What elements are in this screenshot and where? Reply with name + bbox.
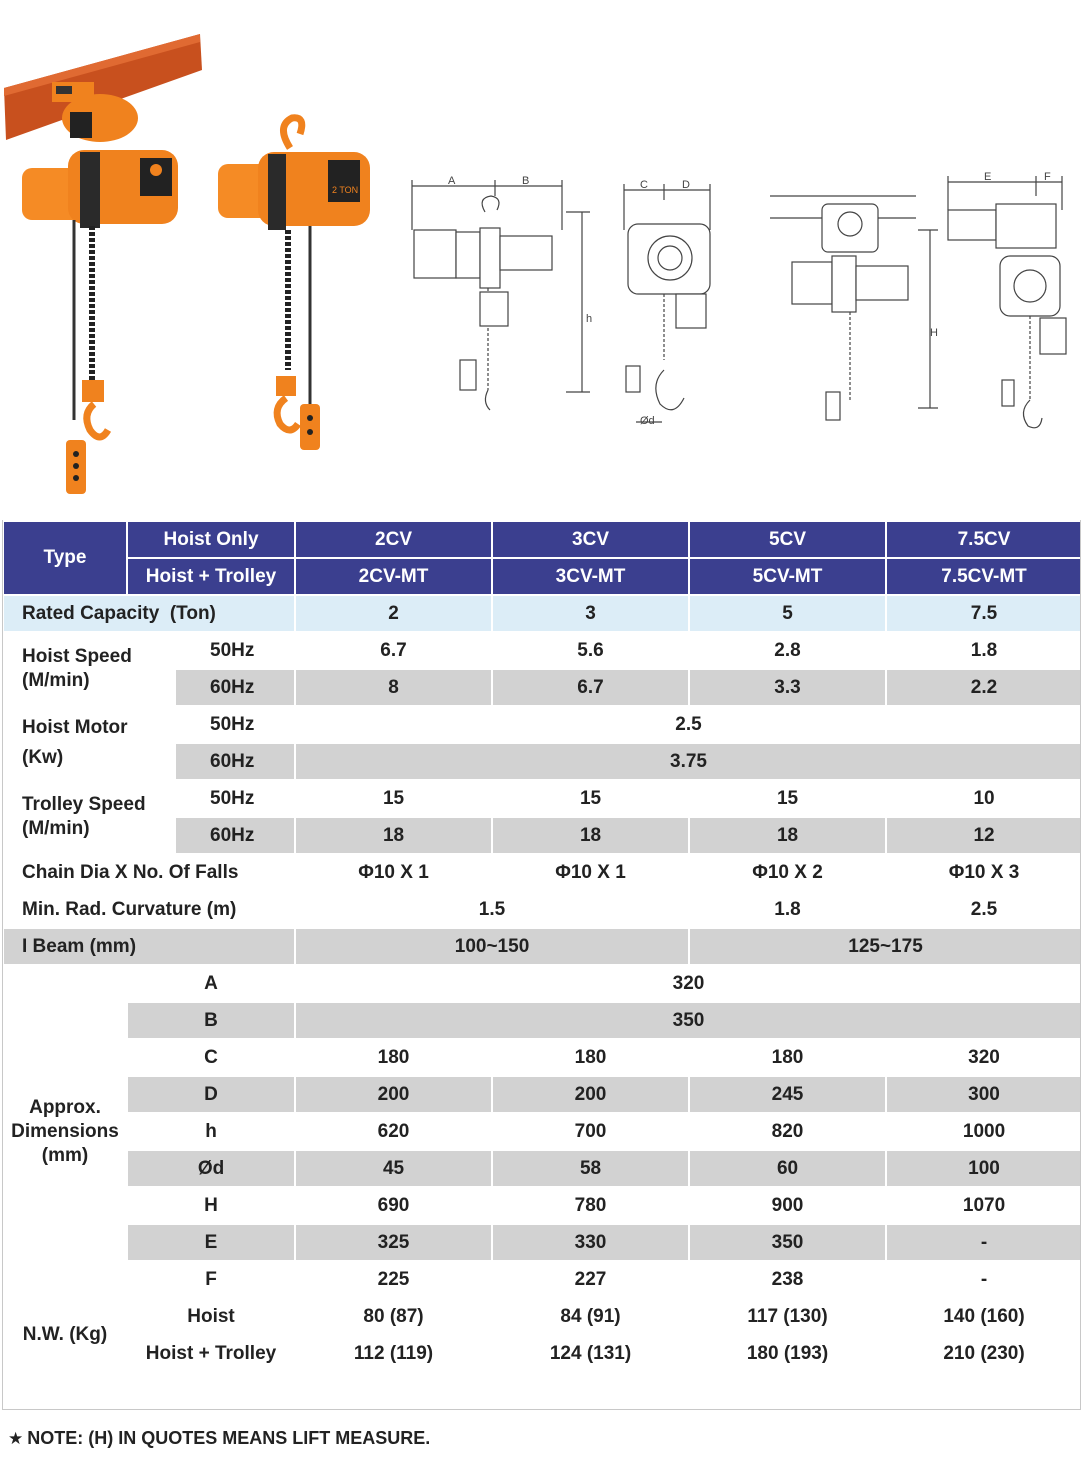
table-cell: 1.8 xyxy=(689,891,886,928)
table-cell: 100 xyxy=(886,1150,1082,1187)
table-cell: 245 xyxy=(689,1076,886,1113)
hoist-motor-60hz-value: 3.75 xyxy=(295,743,1082,780)
freq-60hz: 60Hz xyxy=(175,743,295,780)
badge-2ton: 2 TON xyxy=(332,185,359,195)
trolley-speed-50hz-row xyxy=(3,780,1082,817)
hoist-side-drawing xyxy=(412,180,593,410)
table-cell: 2.5 xyxy=(886,891,1082,928)
table-cell: 80 (87) xyxy=(295,1298,492,1335)
trolley-speed-label-line1: Trolley Speed xyxy=(22,794,146,815)
rated-capacity-label: Rated Capacity (Ton) xyxy=(3,595,295,632)
table-cell: 200 xyxy=(295,1076,492,1113)
table-cell: 117 (130) xyxy=(689,1298,886,1335)
hoist-trolley-header: Hoist + Trolley xyxy=(127,558,295,595)
dimensions-label-line2: Dimensions xyxy=(11,1120,119,1142)
table-cell: 6.7 xyxy=(492,669,689,706)
dimensions-label-line1: Approx. xyxy=(29,1096,101,1118)
table-cell: - xyxy=(886,1224,1082,1261)
table-cell: 3.3 xyxy=(689,669,886,706)
table-cell: 300 xyxy=(886,1076,1082,1113)
model-3cv: 3CV xyxy=(492,521,689,558)
table-cell: 180 xyxy=(295,1039,492,1076)
dim-label-h-small: h xyxy=(586,313,593,325)
model-5cv-mt: 5CV-MT xyxy=(689,558,886,595)
freq-50hz: 50Hz xyxy=(175,632,295,669)
product-illustrations xyxy=(0,0,1083,510)
table-cell: 820 xyxy=(689,1113,886,1150)
table-cell: 18 xyxy=(492,817,689,854)
table-cell: 15 xyxy=(295,780,492,817)
table-cell: - xyxy=(886,1261,1082,1298)
ibeam-row xyxy=(3,928,1082,965)
table-frame-bottom xyxy=(2,1409,1081,1410)
curvature-row xyxy=(3,891,1082,928)
dim-f-label: F xyxy=(127,1261,295,1298)
table-cell: 112 (119) xyxy=(295,1335,492,1372)
table-cell: 8 xyxy=(295,669,492,706)
model-7-5cv: 7.5CV xyxy=(886,521,1082,558)
dimensions-label-line3: (mm) xyxy=(41,1144,89,1166)
hoist-motor-label-line2: (Kw) xyxy=(22,747,64,768)
table-cell: 12 xyxy=(886,817,1082,854)
curvature-label: Min. Rad. Curvature (m) xyxy=(3,891,295,928)
table-cell: 3 xyxy=(492,595,689,632)
freq-60hz: 60Hz xyxy=(175,817,295,854)
table-cell: 2 xyxy=(295,595,492,632)
hoist-only-header: Hoist Only xyxy=(127,521,295,558)
weight-hoist-label: Hoist xyxy=(127,1298,295,1335)
dim-a-row xyxy=(3,965,1082,1002)
table-cell: Φ10 X 3 xyxy=(886,854,1082,891)
table-cell: 330 xyxy=(492,1224,689,1261)
table-cell: 780 xyxy=(492,1187,689,1224)
dim-d-label: D xyxy=(127,1076,295,1113)
table-cell: 18 xyxy=(295,817,492,854)
table-cell: 1.8 xyxy=(886,632,1082,669)
table-frame-right xyxy=(1080,520,1081,1410)
dim-label-f: F xyxy=(1044,171,1051,183)
freq-50hz: 50Hz xyxy=(175,706,295,743)
table-cell: 15 xyxy=(492,780,689,817)
table-frame-left xyxy=(2,520,3,1410)
dim-e-row xyxy=(3,1224,1082,1261)
type-header: Type xyxy=(3,521,127,595)
table-cell: 5.6 xyxy=(492,632,689,669)
table-cell: 350 xyxy=(689,1224,886,1261)
dim-label-d: D xyxy=(682,179,690,191)
model-3cv-mt: 3CV-MT xyxy=(492,558,689,595)
star-icon: ★ xyxy=(8,1429,24,1448)
hoist-front-drawing xyxy=(624,184,710,422)
weight-trolley-row xyxy=(3,1335,1082,1372)
table-cell: 7.5 xyxy=(886,595,1082,632)
table-cell: 5 xyxy=(689,595,886,632)
dim-f-row xyxy=(3,1261,1082,1298)
hoist-speed-label xyxy=(3,632,175,706)
weight-trolley-label: Hoist + Trolley xyxy=(127,1335,295,1372)
model-2cv-mt: 2CV-MT xyxy=(295,558,492,595)
ibeam-label: I Beam (mm) xyxy=(3,928,295,965)
dim-c-row xyxy=(3,1039,1082,1076)
hoist-motor-label-line1: Hoist Motor xyxy=(22,717,128,738)
chain-row xyxy=(3,854,1082,891)
table-cell: 180 (193) xyxy=(689,1335,886,1372)
table-cell: 2.8 xyxy=(689,632,886,669)
table-cell: 10 xyxy=(886,780,1082,817)
table-cell: 180 xyxy=(689,1039,886,1076)
hoist-motor-50hz-row xyxy=(3,706,1082,743)
hoist-speed-label-line1: Hoist Speed xyxy=(22,646,132,667)
dim-bigh-row xyxy=(3,1187,1082,1224)
dim-bigh-label: H xyxy=(127,1187,295,1224)
table-cell: Φ10 X 2 xyxy=(689,854,886,891)
table-cell: 180 xyxy=(492,1039,689,1076)
dim-od-row xyxy=(3,1150,1082,1187)
footnote-text: NOTE: (H) IN QUOTES MEANS LIFT MEASURE. xyxy=(27,1428,431,1448)
dim-label-a: A xyxy=(448,175,456,187)
dimensions-label xyxy=(3,965,127,1298)
dim-label-od: Ød xyxy=(640,415,655,427)
table-cell: 320 xyxy=(886,1039,1082,1076)
table-cell: 350 xyxy=(295,1002,1082,1039)
table-cell: 100~150 xyxy=(295,928,689,965)
specification-table xyxy=(2,520,1083,1373)
hoist-drawings xyxy=(0,0,1083,510)
table-cell: 210 (230) xyxy=(886,1335,1082,1372)
trolley-side-drawing xyxy=(770,196,938,420)
hoist-speed-50hz-row xyxy=(3,632,1082,669)
dim-c-label: C xyxy=(127,1039,295,1076)
dim-b-row xyxy=(3,1002,1082,1039)
freq-60hz: 60Hz xyxy=(175,669,295,706)
dim-label-c: C xyxy=(640,179,648,191)
dim-b-label: B xyxy=(127,1002,295,1039)
table-cell: Φ10 X 1 xyxy=(295,854,492,891)
hoist-motor-label xyxy=(3,706,175,780)
header-row-models-mt xyxy=(3,558,1082,595)
table-cell: 700 xyxy=(492,1113,689,1150)
table-cell: Φ10 X 1 xyxy=(492,854,689,891)
hoist-motor-50hz-value: 2.5 xyxy=(295,706,1082,743)
trolley-speed-label xyxy=(3,780,175,854)
dim-od-label: Ød xyxy=(127,1150,295,1187)
table-cell: 60 xyxy=(689,1150,886,1187)
weight-label: N.W. (Kg) xyxy=(3,1298,127,1372)
table-cell: 140 (160) xyxy=(886,1298,1082,1335)
dim-e-label: E xyxy=(127,1224,295,1261)
hoist-speed-label-line2: (M/min) xyxy=(22,670,90,691)
model-5cv: 5CV xyxy=(689,521,886,558)
table-cell: 200 xyxy=(492,1076,689,1113)
table-cell: 1070 xyxy=(886,1187,1082,1224)
model-7-5cv-mt: 7.5CV-MT xyxy=(886,558,1082,595)
dim-label-b: B xyxy=(522,175,530,187)
table-cell: 1000 xyxy=(886,1113,1082,1150)
table-cell: 15 xyxy=(689,780,886,817)
table-cell: 320 xyxy=(295,965,1082,1002)
hoist-only-photo xyxy=(218,118,370,450)
dim-a-label: A xyxy=(127,965,295,1002)
table-cell: 1.5 xyxy=(295,891,689,928)
freq-50hz: 50Hz xyxy=(175,780,295,817)
table-cell: 325 xyxy=(295,1224,492,1261)
table-cell: 125~175 xyxy=(689,928,1082,965)
table-cell: 225 xyxy=(295,1261,492,1298)
dim-d-row xyxy=(3,1076,1082,1113)
table-cell: 45 xyxy=(295,1150,492,1187)
table-cell: 690 xyxy=(295,1187,492,1224)
table-cell: 124 (131) xyxy=(492,1335,689,1372)
rated-capacity-row xyxy=(3,595,1082,632)
dim-h-label: h xyxy=(127,1113,295,1150)
chain-label: Chain Dia X No. Of Falls xyxy=(3,854,295,891)
table-cell: 2.2 xyxy=(886,669,1082,706)
hoist-trolley-photo xyxy=(4,34,202,494)
table-cell: 18 xyxy=(689,817,886,854)
header-row-models xyxy=(3,521,1082,558)
dim-h-row xyxy=(3,1113,1082,1150)
table-cell: 58 xyxy=(492,1150,689,1187)
table-cell: 238 xyxy=(689,1261,886,1298)
dim-label-h-large: H xyxy=(930,327,938,339)
table-cell: 620 xyxy=(295,1113,492,1150)
trolley-speed-label-line2: (M/min) xyxy=(22,818,90,839)
table-cell: 227 xyxy=(492,1261,689,1298)
model-2cv: 2CV xyxy=(295,521,492,558)
dim-label-e: E xyxy=(984,171,992,183)
table-cell: 900 xyxy=(689,1187,886,1224)
trolley-front-drawing xyxy=(948,176,1066,428)
weight-hoist-row xyxy=(3,1298,1082,1335)
footnote xyxy=(8,1428,430,1449)
table-cell: 84 (91) xyxy=(492,1298,689,1335)
table-cell: 6.7 xyxy=(295,632,492,669)
